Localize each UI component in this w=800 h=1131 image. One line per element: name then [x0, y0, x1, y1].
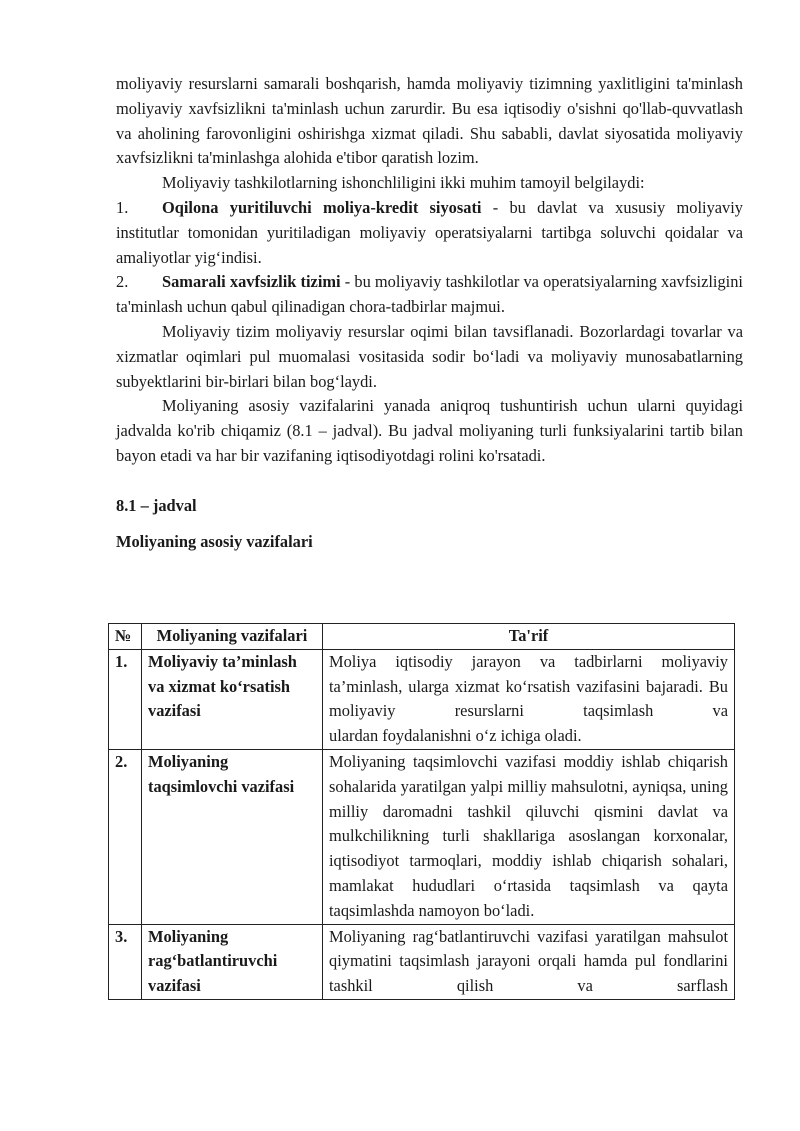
list-item-2	[116, 270, 743, 320]
list-term-1: Oqilona yuritiluvchi moliya-kredit siyosati	[162, 197, 482, 217]
document-body	[116, 72, 743, 554]
list-text-1: - bu davlat va xususiy moliyaviy institutlar tomonidan yuritiladigan moliyaviy operatsiyalarni tartibga soluvchi qoidalar va amaliyotlar yig‘indisi.	[116, 197, 744, 267]
list-term-2: Samarali xavfsizlik tizimi	[162, 272, 341, 292]
header-number: №	[109, 624, 142, 650]
table-row	[109, 749, 735, 924]
row-number: 1.	[109, 649, 142, 749]
header-definition: Ta'rif	[323, 624, 735, 650]
paragraph-1: moliyaviy resurslarni samarali boshqarish, hamda moliyaviy tizimning yaxlitligini ta'minlash moliyaviy xavfsizlikni ta'minlash uchun zarurdir. Bu esa iqtisodiy o'sishni qo'llab-quvvatlash va aholining farovonligini oshirishga xizmat qiladi. Shu sababli, davlat siyosatida moliyaviy xavfsizlikni ta'minlashga alohida e'tibor qaratish lozim.	[116, 74, 743, 168]
header-functions: Moliyaning vazifalari	[142, 624, 323, 650]
paragraph-3: Moliyaviy tizim moliyaviy resurslar oqimi bilan tavsiflanadi. Bozorlardagi tovarlar va xizmatlar oqimlari pul muomalasi vositasida sodir bo‘ladi va moliyaviy munosabatlarning subyektlarini bir-birlari bilan bog‘laydi.	[116, 321, 743, 391]
table-header-row	[109, 624, 735, 650]
list-number-2: 2.	[116, 272, 129, 292]
definition-text: Moliyaning rag‘batlantiruvchi vazifasi yaratilgan mahsulot qiymatini taqsimlash jarayoni orqali hamda pul fondlarini tashkil qilish va sarflash	[329, 926, 728, 996]
list-item-1	[116, 196, 743, 270]
paragraph-2: Moliyaviy tashkilotlarning ishonchliligini ikki muhim tamoyil belgilaydi:	[162, 173, 645, 193]
definition-last-line: taqsimlashda namoyon bo‘ladi.	[329, 900, 535, 920]
row-function-name: Moliyaning rag‘batlantiruvchi vazifasi	[142, 924, 323, 999]
list-text-2: - bu moliyaviy tashkilotlar va operatsiyalarning xavfsizligini ta'minlash uchun qabul qilinadigan chora-tadbirlar majmui.	[116, 272, 743, 317]
table-row	[109, 649, 735, 749]
row-number: 2.	[109, 749, 142, 924]
table-row	[109, 924, 735, 999]
row-function-name: Moliyaning taqsimlovchi vazifasi	[142, 749, 323, 924]
row-definition	[323, 749, 735, 924]
paragraph-4: Moliyaning asosiy vazifalarini yanada aniqroq tushuntirish uchun ularni quyidagi jadvalda ko'rib chiqamiz (8.1 – jadval). Bu jadval moliyaning turli funksiyalarini tartib bilan bayon etadi va har bir vazifaning iqtisodiyotdagi rolini ko'rsatadi.	[116, 396, 743, 465]
list-number-1: 1.	[116, 197, 129, 217]
definition-text: Moliya iqtisodiy jarayon va tadbirlarni moliyaviy ta’minlash, ularga xizmat ko‘rsatish vazifasini bajaradi. Bu moliyaviy resurslarni taqsimlash va	[329, 651, 728, 721]
row-number: 3.	[109, 924, 142, 999]
functions-table	[108, 623, 735, 1000]
row-definition	[323, 649, 735, 749]
definition-last-line: ulardan foydalanishni o‘z ichiga oladi.	[329, 726, 582, 746]
definition-text: Moliyaning taqsimlovchi vazifasi moddiy ishlab chiqarish sohalarida yaratilgan yalpi milliy mahsulotni, ayniqsa, uning milliy daromadni tashkil qiluvchi qismini davlat va mulkchilikning turli shakllariga asoslangan korxonalar, iqtisodiyot tarmoqlari, moddiy ishlab chiqarish sohalari, mamlakat hududlari o‘rtasida taqsimlash va qayta	[329, 751, 728, 895]
table-title: Moliyaning asosiy vazifalari	[116, 531, 313, 551]
row-definition	[323, 924, 735, 999]
row-function-name: Moliyaviy ta’minlash va xizmat ko‘rsatish vazifasi	[142, 649, 323, 749]
table-number: 8.1 – jadval	[116, 495, 197, 515]
